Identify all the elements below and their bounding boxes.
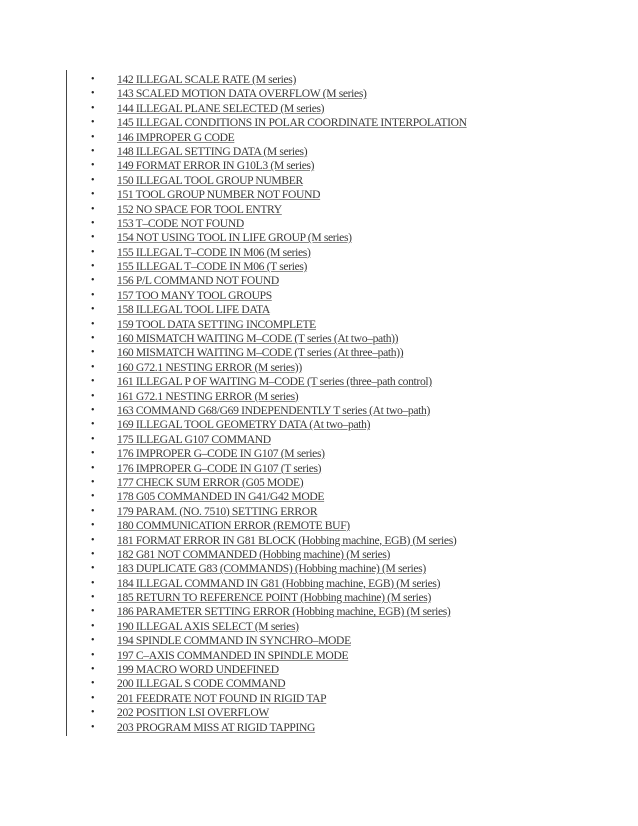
alarm-link[interactable]: 145 ILLEGAL CONDITIONS IN POLAR COORDINATE INTERPOLATION (117, 116, 467, 130)
alarm-link[interactable]: 161 G72.1 NESTING ERROR (M series) (117, 389, 299, 403)
alarm-link[interactable]: 160 MISMATCH WAITING M–CODE (T series (At two–path)) (117, 332, 399, 346)
bullet-icon: • (91, 333, 95, 345)
alarm-link[interactable]: 158 ILLEGAL TOOL LIFE DATA (117, 303, 270, 317)
bullet-icon: • (91, 74, 95, 85)
bullet-icon: • (91, 563, 95, 575)
alarm-link[interactable]: 185 RETURN TO REFERENCE POINT (Hobbing machine) (M series) (117, 591, 431, 605)
alarm-link[interactable]: 157 TOO MANY TOOL GROUPS (117, 288, 272, 302)
alarm-link[interactable]: 155 ILLEGAL T–CODE IN M06 (M series) (117, 245, 311, 259)
alarm-link[interactable]: 181 FORMAT ERROR IN G81 BLOCK (Hobbing machine, EGB) (M series) (117, 533, 457, 547)
alarm-link[interactable]: 180 COMMUNICATION ERROR (REMOTE BUF) (117, 519, 350, 533)
bullet-icon: • (91, 275, 95, 287)
alarm-link[interactable]: 177 CHECK SUM ERROR (G05 MODE) (117, 475, 304, 489)
alarm-link[interactable]: 179 PARAM. (NO. 7510) SETTING ERROR (117, 504, 318, 518)
bullet-icon: • (91, 678, 95, 690)
bullet-icon: • (91, 261, 95, 273)
alarm-link[interactable]: 194 SPINDLE COMMAND IN SYNCHRO–MODE (117, 634, 351, 648)
bullet-icon: • (91, 88, 95, 100)
bullet-icon: • (91, 203, 95, 215)
bullet-icon: • (91, 548, 95, 560)
alarm-link[interactable]: 156 P/L COMMAND NOT FOUND (117, 274, 279, 288)
alarm-link[interactable]: 144 ILLEGAL PLANE SELECTED (M series) (117, 101, 325, 115)
bullet-icon: • (91, 232, 95, 244)
alarm-link[interactable]: 151 TOOL GROUP NUMBER NOT FOUND (117, 188, 321, 202)
alarm-link[interactable]: 149 FORMAT ERROR IN G10L3 (M series) (117, 159, 315, 173)
bullet-icon: • (91, 520, 95, 532)
bullet-icon: • (91, 376, 95, 388)
bullet-icon: • (91, 117, 95, 129)
bullet-icon: • (91, 189, 95, 201)
alarm-link[interactable]: 142 ILLEGAL SCALE RATE (M series) (117, 73, 296, 86)
alarm-link[interactable]: 153 T–CODE NOT FOUND (117, 216, 244, 230)
bullet-icon: • (91, 491, 95, 503)
alarm-link[interactable]: 143 SCALED MOTION DATA OVERFLOW (M series) (117, 87, 367, 101)
bullet-icon: • (91, 476, 95, 488)
bullet-icon: • (91, 160, 95, 172)
bullet-icon: • (91, 649, 95, 661)
bullet-icon: • (91, 318, 95, 330)
bullet-icon: • (91, 404, 95, 416)
alarm-link[interactable]: 182 G81 NOT COMMANDED (Hobbing machine) (M series) (117, 547, 391, 561)
alarm-link[interactable]: 190 ILLEGAL AXIS SELECT (M series) (117, 619, 299, 633)
alarm-link[interactable]: 146 IMPROPER G CODE (117, 130, 235, 144)
alarm-link[interactable]: 203 PROGRAM MISS AT RIGID TAPPING (117, 720, 316, 734)
alarm-link[interactable]: 163 COMMAND G68/G69 INDEPENDENTLY T series (At two–path) (117, 403, 430, 417)
bullet-icon: • (91, 592, 95, 604)
alarm-link[interactable]: 176 IMPROPER G–CODE IN G107 (M series) (117, 447, 325, 461)
alarm-link[interactable]: 184 ILLEGAL COMMAND IN G81 (Hobbing machine, EGB) (M series) (117, 576, 441, 590)
bullet-icon: • (91, 635, 95, 647)
alarm-link[interactable]: 160 G72.1 NESTING ERROR (M series)) (117, 360, 302, 374)
bullet-icon: • (91, 620, 95, 632)
alarm-link[interactable]: 178 G05 COMMANDED IN G41/G42 MODE (117, 490, 325, 504)
alarm-link[interactable]: 197 C–AXIS COMMANDED IN SPINDLE MODE (117, 648, 349, 662)
bullet-icon: • (91, 505, 95, 517)
bullet-icon: • (91, 304, 95, 316)
alarm-link[interactable]: 152 NO SPACE FOR TOOL ENTRY (117, 202, 282, 216)
alarm-link[interactable]: 183 DUPLICATE G83 (COMMANDS) (Hobbing machine) (M series) (117, 562, 426, 576)
alarm-link[interactable]: 200 ILLEGAL S CODE COMMAND (117, 677, 286, 691)
bullet-icon: • (91, 707, 95, 719)
bullet-icon: • (91, 361, 95, 373)
alarm-link[interactable]: 160 MISMATCH WAITING M–CODE (T series (At three–path)) (117, 346, 404, 360)
alarm-link[interactable]: 199 MACRO WORD UNDEFINED (117, 663, 279, 677)
bullet-icon: • (91, 692, 95, 704)
bullet-icon: • (91, 664, 95, 676)
bullet-icon: • (91, 347, 95, 359)
bullet-icon: • (91, 462, 95, 474)
bullet-icon: • (91, 102, 95, 114)
alarm-link[interactable]: 155 ILLEGAL T–CODE IN M06 (T series) (117, 260, 308, 274)
bullet-icon: • (91, 577, 95, 589)
bullet-icon: • (91, 534, 95, 546)
bullet-icon: • (91, 145, 95, 157)
bullet-icon: • (91, 174, 95, 186)
alarm-link[interactable]: 175 ILLEGAL G107 COMMAND (117, 432, 271, 446)
bullet-icon: • (91, 721, 95, 733)
alarm-link[interactable]: 202 POSITION LSI OVERFLOW (117, 706, 269, 720)
bullet-icon: • (91, 217, 95, 229)
bullet-icon: • (91, 419, 95, 431)
alarm-link[interactable]: 201 FEEDRATE NOT FOUND IN RIGID TAP (117, 691, 327, 705)
bullet-icon: • (91, 390, 95, 402)
bullet-icon: • (91, 606, 95, 618)
alarm-link[interactable]: 159 TOOL DATA SETTING INCOMPLETE (117, 317, 316, 331)
alarm-link[interactable]: 148 ILLEGAL SETTING DATA (M series) (117, 144, 308, 158)
alarm-link[interactable]: 169 ILLEGAL TOOL GEOMETRY DATA (At two–path) (117, 418, 371, 432)
alarm-link[interactable]: 150 ILLEGAL TOOL GROUP NUMBER (117, 173, 303, 187)
alarm-link[interactable]: 161 ILLEGAL P OF WAITING M–CODE (T series (three–path control) (117, 375, 432, 389)
bullet-icon: • (91, 246, 95, 258)
alarm-link[interactable]: 154 NOT USING TOOL IN LIFE GROUP (M series) (117, 231, 352, 245)
alarm-link[interactable]: 176 IMPROPER G–CODE IN G107 (T series) (117, 461, 322, 475)
bullet-icon: • (91, 433, 95, 445)
bullet-icon: • (91, 289, 95, 301)
alarm-link[interactable]: 186 PARAMETER SETTING ERROR (Hobbing machine, EGB) (M series) (117, 605, 451, 619)
bullet-icon: • (91, 131, 95, 143)
bullet-icon: • (91, 448, 95, 460)
left-margin-rule (66, 70, 67, 736)
